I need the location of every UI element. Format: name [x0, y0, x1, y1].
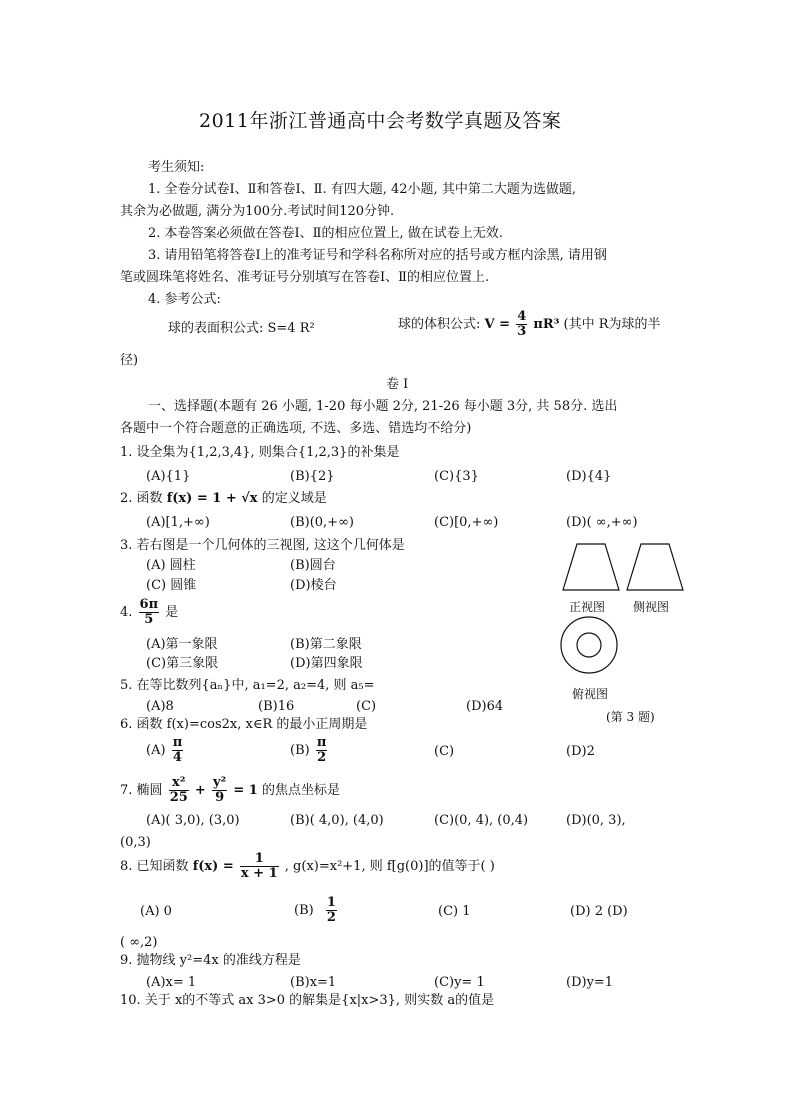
- volume-fraction-num: 4: [517, 309, 527, 324]
- q7-n2: y²: [212, 775, 227, 790]
- q8-option-d: (D) 2 (D): [570, 904, 628, 919]
- q4-option-a: (A)第一象限: [146, 637, 218, 652]
- q8-option-c: (C) 1: [438, 904, 471, 919]
- q4-option-d: (D)第四象限: [290, 656, 363, 671]
- volume-v: V =: [484, 317, 511, 332]
- part1-instructions-a: 一、选择题(本题有 26 小题, 1-20 每小题 2分, 21-26 每小题 3分, 共 58分. 选出: [148, 399, 618, 414]
- q7-stem-pre: 7. 椭圆: [120, 783, 163, 798]
- q8-b-num: 1: [326, 895, 336, 910]
- q8-option-b: [294, 896, 339, 925]
- q6-a-den: 4: [172, 750, 182, 765]
- page-title: 2011年浙江普通高中会考数学真题及答案: [199, 110, 562, 132]
- volume-note-cont: 径): [120, 353, 139, 368]
- q2-option-d: (D)( ∞,+∞): [566, 515, 638, 530]
- q4-fraction-num: 6π: [139, 597, 159, 612]
- q6-option-c: (C): [434, 744, 455, 759]
- figure-caption: (第 3 题): [606, 710, 655, 724]
- q4-option-b: (B)第二象限: [290, 637, 362, 652]
- q1-option-b: (B){2}: [290, 469, 335, 484]
- q6-option-a-fraction: [172, 736, 184, 765]
- top-view-label: 俯视图: [572, 687, 609, 701]
- q3-option-b: (B)圆台: [290, 558, 336, 573]
- q7-stem-post: 的焦点坐标是: [261, 783, 340, 798]
- q7-stem: [120, 776, 340, 805]
- q5-stem: 5. 在等比数列{aₙ}中, a₁=2, a₂=4, 则 a₅=: [120, 678, 375, 693]
- q7-n1: x²: [169, 776, 189, 791]
- q8-den: x + 1: [240, 866, 278, 881]
- q9-option-c: (C)y= 1: [434, 975, 485, 990]
- q2-stem-pre: 2. 函数: [120, 491, 163, 506]
- q3-option-a: (A) 圆柱: [146, 558, 196, 573]
- notice-item-1b: 其余为必做题, 满分为100分.考试时间120分钟.: [120, 204, 395, 219]
- sphere-area-formula: 球的表面积公式: S=4 R²: [168, 321, 315, 336]
- q6-option-a: [146, 736, 185, 765]
- q8-option-d-cont: ( ∞,2): [120, 935, 158, 950]
- q2-option-b: (B)(0,+∞): [290, 515, 354, 530]
- q7-d1: 25: [169, 790, 188, 805]
- front-view-trapezoid: [563, 544, 619, 590]
- q8-num: 1: [240, 852, 279, 867]
- q6-option-b-label: (B): [290, 743, 310, 758]
- top-view-outer-circle: [561, 617, 617, 673]
- section-juan: 卷 Ⅰ: [386, 377, 409, 392]
- q5-option-b: (B)16: [258, 699, 295, 714]
- q8-f-label: f(x) =: [192, 859, 234, 874]
- q2-option-c: (C)[0,+∞): [434, 515, 499, 530]
- q4-fraction: [139, 598, 160, 627]
- q7-option-d-cont: (0,3): [120, 835, 151, 850]
- q3-option-d: (D)棱台: [290, 578, 337, 593]
- q9-stem: 9. 抛物线 y²=4x 的准线方程是: [120, 953, 301, 968]
- q6-stem: 6. 函数 f(x)=cos2x, x∈R 的最小正周期是: [120, 717, 368, 732]
- q4-fraction-den: 5: [144, 612, 154, 627]
- q3-option-c: (C) 圆锥: [146, 578, 197, 593]
- q6-option-b-fraction: [316, 736, 328, 765]
- q2-option-a: (A)[1,+∞): [146, 515, 210, 530]
- notice-item-3a: 3. 请用铅笔将答卷Ⅰ上的准考证号和学科名称所对应的括号或方框内涂黑, 请用钢: [148, 248, 607, 263]
- q1-option-a: (A){1}: [146, 469, 191, 484]
- q8-option-a: (A) 0: [140, 904, 172, 919]
- q7-option-c: (C)(0, 4), (0,4): [434, 813, 529, 828]
- q1-option-c: (C){3}: [434, 469, 479, 484]
- q1-option-d: (D){4}: [566, 469, 612, 484]
- q6-option-d: (D)2: [566, 744, 595, 759]
- q7-option-d: (D)(0, 3),: [566, 813, 626, 828]
- q9-option-d: (D)y=1: [566, 975, 614, 990]
- q4-stem-pre: 4.: [120, 605, 133, 620]
- q4-stem: [120, 598, 178, 627]
- q4-stem-post: 是: [165, 605, 179, 620]
- q5-option-a: (A)8: [146, 699, 174, 714]
- q7-option-a: (A)( 3,0), (3,0): [146, 813, 240, 828]
- volume-note: (其中 R为球的半: [563, 317, 661, 332]
- q8-stem-pre: 8. 已知函数: [120, 859, 189, 874]
- q7-eq: = 1: [233, 783, 258, 798]
- q8-stem-post: , g(x)=x²+1, 则 f[g(0)]的值等于( ): [284, 859, 495, 874]
- q8-fraction: [240, 852, 279, 881]
- q3-stem: 3. 若右图是一个几何体的三视图, 这这个几何体是: [120, 538, 405, 553]
- front-view-label: 正视图: [569, 600, 606, 614]
- q4-option-c: (C)第三象限: [146, 656, 219, 671]
- q10-stem: 10. 关于 x的不等式 ax 3>0 的解集是{x|x>3}, 则实数 a的值是: [120, 993, 495, 1008]
- notice-heading: 考生须知:: [148, 160, 205, 175]
- q7-d2: 9: [215, 790, 225, 805]
- notice-item-1a: 1. 全卷分试卷Ⅰ、Ⅱ和答卷Ⅰ、Ⅱ. 有四大题, 42小题, 其中第二大题为选做题,: [148, 182, 576, 197]
- notice-item-4: 4. 参考公式:: [148, 292, 221, 307]
- q7-option-b: (B)( 4,0), (4,0): [290, 813, 384, 828]
- q8-option-b-label: (B): [294, 903, 314, 918]
- q8-b-den: 2: [326, 910, 336, 925]
- q7-fraction-1: [169, 776, 189, 805]
- q7-fraction-2: [212, 776, 227, 805]
- top-view-inner-circle: [577, 633, 601, 657]
- notice-item-2: 2. 本卷答案必须做在答卷Ⅰ、Ⅱ的相应位置上, 做在试卷上无效.: [148, 226, 503, 241]
- q7-plus: +: [194, 783, 206, 798]
- part1-instructions-b: 各题中一个符合题意的正确选项, 不选、多选、错选均不给分): [120, 421, 472, 436]
- sphere-volume-formula: [398, 310, 661, 339]
- q2-function: f(x) = 1 + √x: [166, 491, 258, 506]
- q6-a-num: π: [172, 735, 183, 750]
- q1-stem: 1. 设全集为{1,2,3,4}, 则集合{1,2,3}的补集是: [120, 445, 400, 460]
- q8-stem: [120, 852, 495, 881]
- q9-option-a: (A)x= 1: [146, 975, 197, 990]
- sphere-volume-label: 球的体积公式:: [398, 317, 481, 332]
- q9-option-b: (B)x=1: [290, 975, 337, 990]
- notice-item-3b: 笔或圆珠笔将姓名、准考证号分别填写在答卷Ⅰ、Ⅱ的相应位置上.: [120, 270, 490, 285]
- q6-b-den: 2: [317, 750, 327, 765]
- q5-option-c: (C): [356, 699, 377, 714]
- q8-option-b-fraction: [326, 896, 337, 925]
- q5-option-d: (D)64: [466, 699, 504, 714]
- volume-fraction: [516, 310, 527, 339]
- q6-option-a-label: (A): [146, 743, 166, 758]
- side-view-trapezoid: [627, 544, 683, 590]
- q2-stem-post: 的定义域是: [261, 491, 327, 506]
- q6-b-num: π: [316, 735, 327, 750]
- q6-option-b: [290, 736, 329, 765]
- volume-fraction-den: 3: [517, 324, 527, 339]
- q2-stem: [120, 490, 327, 508]
- side-view-label: 侧视图: [633, 600, 670, 614]
- volume-rest: πR³: [533, 317, 560, 332]
